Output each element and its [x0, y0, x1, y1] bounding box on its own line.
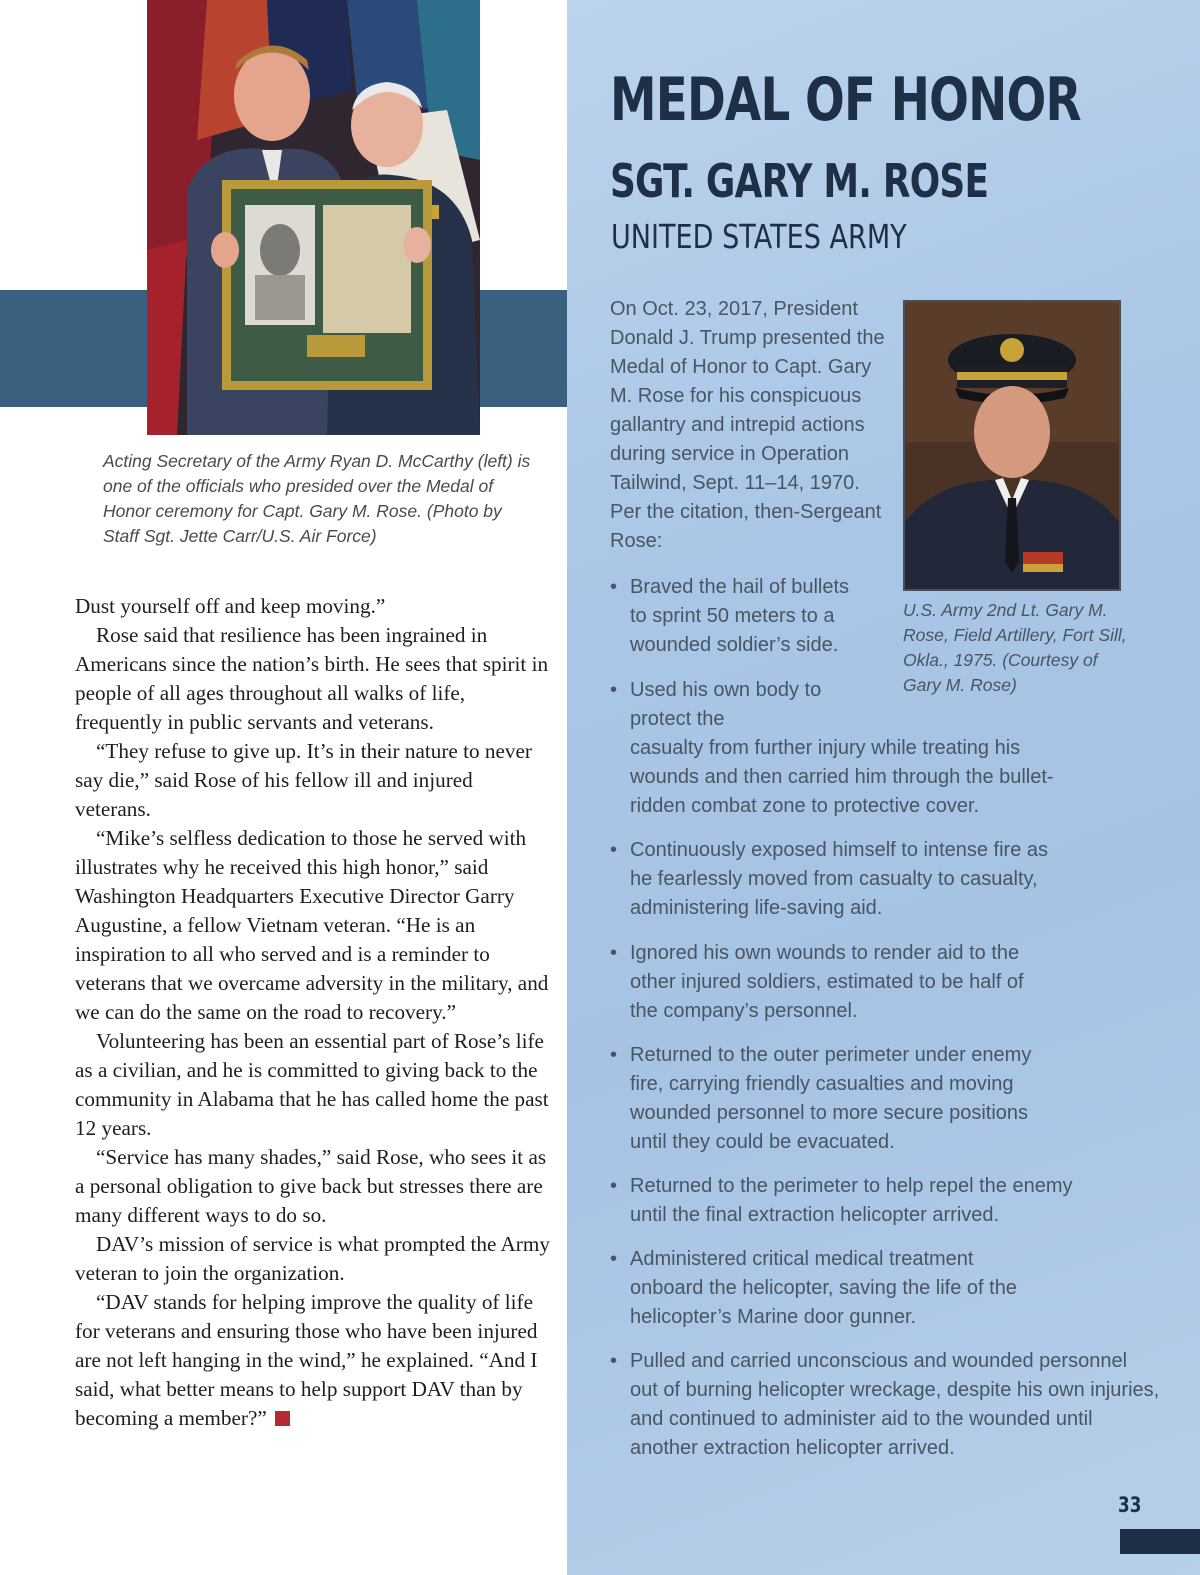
body-paragraph: Volunteering has been an essential part of Rose’s life as a civilian, and he is committed to giving back to the community in Alabama that he has called home the past 12 years.: [75, 1029, 549, 1140]
citation-bullet: • Returned to the perimeter to help repel the enemy until the final extraction helicopter arrived.: [630, 1172, 1090, 1230]
ceremony-photo: [147, 0, 480, 435]
body-paragraph: DAV’s mission of service is what prompted the Army veteran to join the organization.: [75, 1232, 550, 1285]
body-paragraph: Dust yourself off and keep moving.”: [75, 594, 386, 618]
body-paragraph: “Service has many shades,” said Rose, who sees it as a personal obligation to give back but stresses there are many different ways to do so.: [75, 1145, 547, 1227]
ceremony-photo-illustration: [147, 0, 480, 435]
portrait-illustration: [905, 302, 1119, 589]
last-paragraph-text: “DAV stands for helping improve the quality of life for veterans and ensuring those who have been injured are not left hanging in the wind,” he explained. “And I said, what better means to help support DAV than by becoming a member?”: [75, 1290, 538, 1430]
end-of-article-mark: [275, 1411, 290, 1426]
article-body: [75, 592, 550, 1433]
service-branch: UNITED STATES ARMY: [611, 217, 907, 256]
citation-bullet: • Pulled and carried unconscious and wounded personnel out of burning helicopter wreckage, despite his own injuries, and continued to administer aid to the wounded until another extraction helicopter arrived.: [630, 1347, 1160, 1463]
citation-bullet: • Used his own body to protect the: [630, 676, 870, 734]
citation-bullet: • Administered critical medical treatment onboard the helicopter, saving the life of the helicopter’s Marine door gunner.: [630, 1245, 1050, 1332]
citation-bullet-continued: casualty from further injury while treating his wounds and then carried him through the bullet-ridden combat zone to protective cover.: [630, 737, 1054, 817]
intro-paragraph: On Oct. 23, 2017, President Donald J. Trump presented the Medal of Honor to Capt. Gary M. Rose for his conspicuous gallantry and intrepid actions during service in Operation Tailwind, Sept. 11–14, 1970. Per the citation, then-Sergeant Rose:: [610, 298, 885, 552]
citation-bullet: • Braved the hail of bullets to sprint 50 meters to a wounded soldier’s side.: [630, 573, 870, 660]
page-title: MEDAL OF HONOR: [610, 65, 1081, 135]
citation-bullet: • Continuously exposed himself to intense fire as he fearlessly moved from casualty to casualty, administering life-saving aid.: [630, 836, 1050, 923]
corner-accent-bar: [1120, 1529, 1200, 1554]
photo-caption: Acting Secretary of the Army Ryan D. McCarthy (left) is one of the officials who presided over the Medal of Honor ceremony for Capt. Gary M. Rose. (Photo by Staff Sgt. Jette Carr/U.S. Air Force): [103, 451, 531, 546]
citation-bullet: • Ignored his own wounds to render aid to the other injured soldiers, estimated to be half of the company’s personnel.: [630, 939, 1050, 1026]
body-paragraph-last: [75, 1288, 550, 1433]
page-subtitle: SGT. GARY M. ROSE: [610, 154, 989, 208]
body-paragraph: “They refuse to give up. It’s in their nature to never say die,” said Rose of his fellow ill and injured veterans.: [75, 739, 532, 821]
page-number: 33: [1118, 1493, 1142, 1517]
body-paragraph: Rose said that resilience has been ingrained in Americans since the nation’s birth. He sees that spirit in people of all ages throughout all walks of life, frequently in public servants and veterans.: [75, 623, 549, 734]
portrait-photo: [903, 300, 1121, 591]
body-paragraph: “Mike’s selfless dedication to those he served with illustrates why he received this high honor,” said Washington Headquarters Executive Director Garry Augustine, a fellow Vietnam veteran. “He is an inspiration to all who served and is a reminder to veterans that we overcame adversity in the military, and we can do the same on the road to recovery.”: [75, 826, 549, 1024]
portrait-caption: U.S. Army 2nd Lt. Gary M. Rose, Field Artillery, Fort Sill, Okla., 1975. (Courtesy of Gary M. Rose): [903, 600, 1127, 695]
citation-bullet: • Returned to the outer perimeter under enemy fire, carrying friendly casualties and moving wounded personnel to more secure positions until they could be evacuated.: [630, 1041, 1060, 1157]
